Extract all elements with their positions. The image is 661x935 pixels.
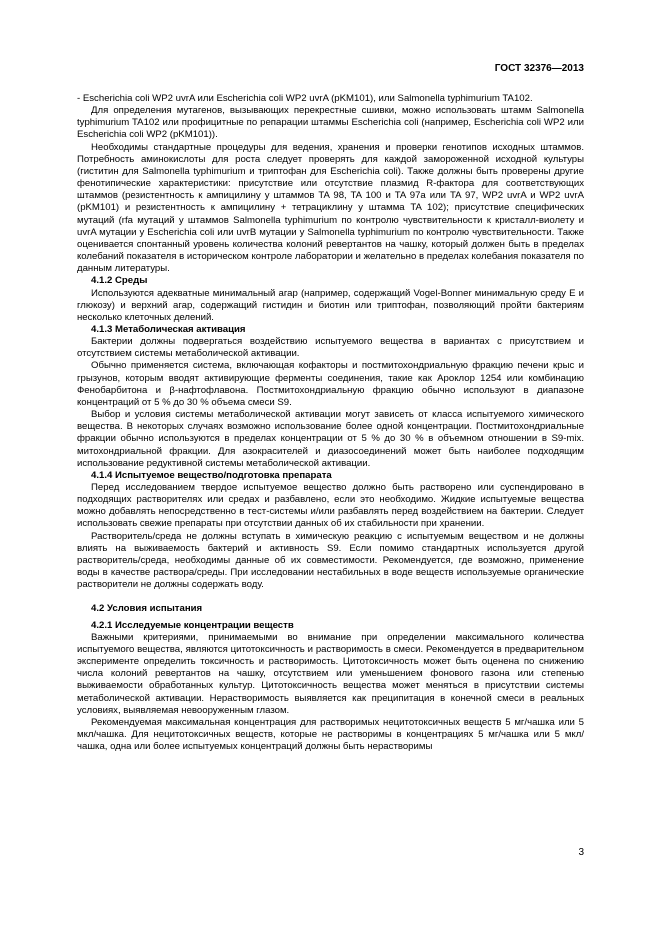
paragraph: Обычно применяется система, включающая кофакторы и постмитохондриальную фракцию печени крыс и грызунов, которым вводят активирующие ферменты соединения, такие как Ароклор 1254 или комбинацию Фенобарбитона и β-нафтофлавона. Постмитохондриальную фракцию обычно используют в диапазоне концентраций от 5 % до 30 % объема смеси S9.: [77, 360, 584, 408]
paragraph: Для определения мутагенов, вызывающих перекрестные сшивки, можно использовать штамм Salmonella typhimurium TA102 или профицитные по репарации штаммы Escherichia coli (например, Escherichia coli WP2 или Escherichia coli WP2 (pKM101)).: [77, 105, 584, 141]
paragraph: Используются адекватные минимальный агар (например, содержащий Vogel-Bonner минимальную среду E и глюкозу) и верхний агар, содержащий гистидин и биотин или триптофан, позволяющий пройти бактериям несколько клеточных делений.: [77, 287, 584, 323]
paragraph: Выбор и условия системы метаболической активации могут зависеть от класса испытуемого химического вещества. В некоторых случаях возможно использование более одной концентрации. Постмитохондриальные фракции обычно используются в пределах концентрации от 5 % до 30 % в объемном отношении в S9-mix. митохондриальной фракции. Для азокрасителей и диазосоединений может быть наиболее подходящим использование редуктивной системы метаболической активации.: [77, 409, 584, 469]
document-header: ГОСТ 32376—2013: [494, 63, 584, 74]
paragraph: Необходимы стандартные процедуры для ведения, хранения и проверки генотипов исходных штаммов. Потребность аминокислоты для роста следует проверять для каждой замороженной исходной культуры (гиститин для Salmonella typhimurium и триптофан для Escherichia coli). Также должны быть проверены другие фенотипические характеристики: присутствие или отсутствие плазмид R-фактора для соответствующих штаммов (резистентность к ампицилину у штаммов TA 98, TA 100 и TA 97a или TA 97, WP2 uvrA и WP2 uvrA (pKM101) и резистентность к ампицилину + тетрациклину у штамма TA 102); присутствие специфических мутаций (rfa мутаций у штаммов Salmonella typhimurium по контролю чувствительности к кристалл-виолету и uvrA мутации у Escherichia coli или uvrB мутации у Salmonella typhimurium по контролю чувствительности. Также оценивается спонтанный уровень количества колоний ревертантов на чашку, который должен быть в пределах колебаний показателя в историческом контроле лаборатории и желательно в пределах колебания показателя по данным литературы.: [77, 141, 584, 275]
paragraph: Бактерии должны подвергаться воздействию испытуемого вещества в вариантах с присутствием и отсутствием системы метаболической активации.: [77, 336, 584, 360]
paragraph-strain-list: - Escherichia coli WP2 uvrA или Escherichia coli WP2 uvrA (pKM101), или Salmonella typhimurium TA102.: [77, 93, 533, 104]
paragraph: Растворитель/среда не должны вступать в химическую реакцию с испытуемым веществом и не должны влиять на выживаемость бактерий и активность S9. Если помимо стандартных используется другой растворитель/среда, необходимы данные об их совместимости. Рекомендуется, где возможно, применение воды в качестве раствора/среды. При исследовании нестабильных в воде веществ используемые органические растворители не должны содержать воду.: [77, 530, 584, 591]
paragraph: Важными критериями, принимаемыми во внимание при определении максимального количества испытуемого вещества, являются цитотоксичность и растворимость в смеси. Рекомендуется в предварительном эксперименте определить токсичность и растворимость. Цитотоксичность может быть оценена по снижению числа колоний ревертантов на чашку, отсутствием или уменьшением фонового газона или степенью выживаемости обработанных культур. Цитотоксичность вещества может меняться в присутствии системы метаболической активации. Нерастворимость выявляется как преципитация в конечной смеси в реальных условиях, выявляемая невооруженным глазом.: [77, 631, 584, 716]
paragraph: Перед исследованием твердое испытуемое вещество должно быть растворено или суспендировано в подходящих растворителях или средах и разбавлено, если это необходимо. Жидкие испытуемые вещества можно добавлять непосредственно в тест-системы и/или разбавлять перед воздействием на бактерии. Следует использовать свежие препараты при отсутствии данных об их стабильности при хранении.: [77, 482, 584, 530]
document-body: [77, 93, 584, 753]
section-heading-4-2: 4.2 Условия испытания: [91, 603, 203, 615]
paragraph: Рекомендуемая максимальная концентрация для растворимых нецитотоксичных веществ 5 мг/чашка или 5 мкл/чашка. Для нецитотоксичных веществ, которые не растворимы в концентрациях 5 мг/чашка или 5 мкл/чашка, одна или более испытуемых концентраций должны быть нерастворимы: [77, 716, 584, 753]
page-number: 3: [578, 847, 584, 858]
section-heading-4-2-1: 4.2.1 Исследуемые концентрации веществ: [91, 619, 294, 631]
section-heading-4-1-3: 4.1.3 Метаболическая активация: [91, 323, 246, 335]
section-heading-4-1-2: 4.1.2 Среды: [91, 275, 148, 287]
section-heading-4-1-4: 4.1.4 Испытуемое вещество/подготовка препарата: [91, 469, 332, 481]
